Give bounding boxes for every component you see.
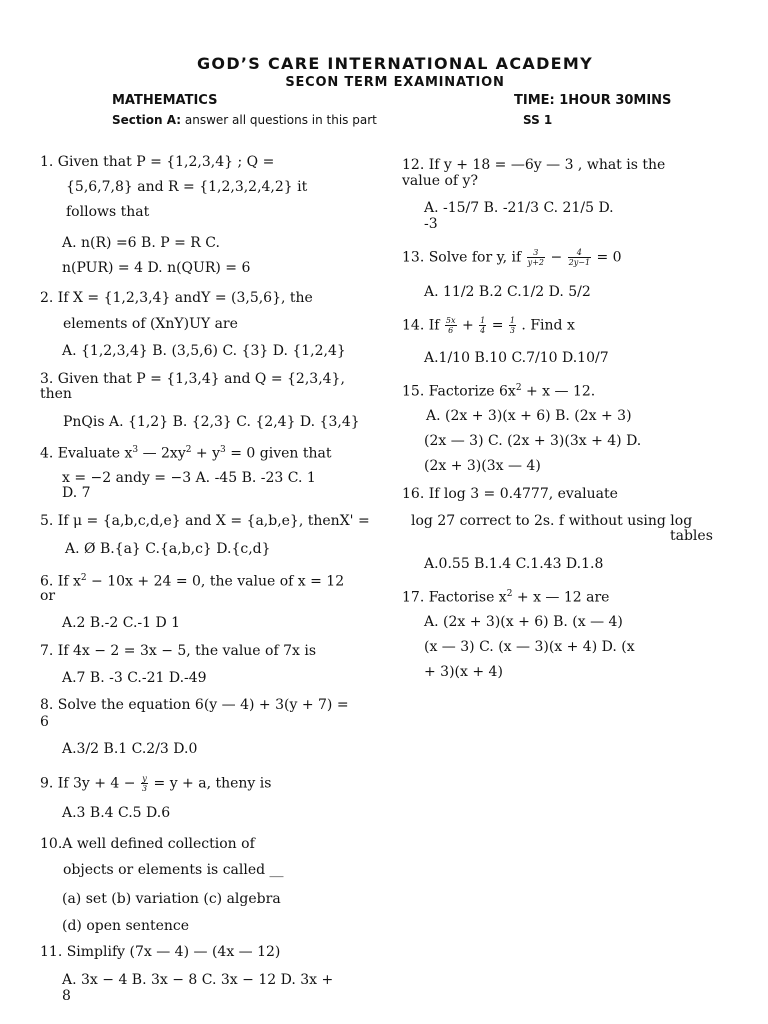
section-instruction <box>112 113 377 127</box>
q14-options: A.1/10 B.10 C.7/10 D.10/7 <box>424 350 609 366</box>
q3-options: PnQis A. {1,2} B. {2,3} C. {2,4} D. {3,4} <box>63 414 360 430</box>
q16-line2: log 27 correct to 2s. f without using log <box>411 513 693 529</box>
q8-line1: 8. Solve the equation 6(y — 4) + 3(y + 7) = <box>40 697 349 713</box>
q13-line1: 13. Solve for y, if $\frac{3}{y+2}$ − $\frac{4}{2y-1}$ = 0 <box>402 248 622 267</box>
q10-line2: objects or elements is called __ <box>63 862 284 878</box>
q5-line1: 5. If μ = {a,b,c,d,e} and X = {a,b,e}, thenX' = <box>40 513 370 529</box>
q7-options: A.7 B. -3 C.-21 D.-49 <box>62 670 207 686</box>
q1-options-2: n(PUR) = 4 D. n(QUR) = 6 <box>62 260 251 276</box>
q2-line2: elements of (XnY)UY are <box>63 316 238 332</box>
q7-line1: 7. If 4x − 2 = 3x − 5, the value of 7x is <box>40 643 317 659</box>
q3-line2: then <box>40 386 72 402</box>
q4-line2: x = −2 andy = −3 A. -45 B. -23 C. 1 <box>62 470 316 486</box>
subject-title: MATHEMATICS <box>112 93 218 108</box>
q6-line2: or <box>40 588 56 604</box>
q16-line1: 16. If log 3 = 0.4777, evaluate <box>402 486 618 502</box>
q12-line1: 12. If y + 18 = —6y — 3 , what is the <box>402 157 666 173</box>
q13-options: A. 11/2 B.2 C.1/2 D. 5/2 <box>424 284 591 300</box>
section-label: Section A: <box>112 113 182 127</box>
q11-options-2: 8 <box>62 988 71 1004</box>
exam-title: SECON TERM EXAMINATION <box>285 75 505 90</box>
q1-line2: {5,6,7,8} and R = {1,2,3,2,4,2} it <box>66 179 308 195</box>
q14-line1: 14. If $\frac{5x}{6}$ + $\frac{1}{4}$ = $\frac{1}{3}$ . Find x <box>402 316 575 335</box>
q11-line1: 11. Simplify (7x — 4) — (4x — 12) <box>40 944 281 960</box>
q8-line2: 6 <box>40 714 49 730</box>
q11-options: A. 3x − 4 B. 3x − 8 C. 3x − 12 D. 3x + <box>62 972 334 988</box>
q4-line3: D. 7 <box>62 485 91 501</box>
q15-options-1: A. (2x + 3)(x + 6) B. (2x + 3) <box>426 408 632 424</box>
q3-line1: 3. Given that P = {1,3,4} and Q = {2,3,4}, <box>40 371 345 387</box>
q6-line1: 6. If $x^2 - 10x + 24 = 0$, the value of x = 12 <box>40 573 345 590</box>
q5-options: A. Ø B.{a} C.{a,b,c} D.{c,d} <box>65 541 271 557</box>
q1-line1: 1. Given that P = {1,2,3,4} ; Q = <box>40 154 275 170</box>
q4-line1: 4. Evaluate $x^3$ — $2xy^2 + y^3 = 0$ given that <box>40 445 332 462</box>
q12-line2: value of y? <box>402 173 478 189</box>
school-name: GOD’S CARE INTERNATIONAL ACADEMY <box>196 54 593 73</box>
q12-options: A. -15/7 B. -21/3 C. 21/5 D. <box>424 200 614 216</box>
q15-options-3: (2x + 3)(3x — 4) <box>424 458 541 474</box>
exam-time: TIME: 1HOUR 30MINS <box>514 93 672 108</box>
q9-options: A.3 B.4 C.5 D.6 <box>62 805 171 821</box>
q12-options-2: -3 <box>424 216 438 232</box>
class-label: SS 1 <box>523 113 553 127</box>
q8-options: A.3/2 B.1 C.2/3 D.0 <box>62 741 198 757</box>
q2-options: A. {1,2,3,4} B. (3,5,6) C. {3} D. {1,2,4} <box>62 343 346 359</box>
q17-options-3: + 3)(x + 4) <box>424 664 503 680</box>
q17-options-1: A. (2x + 3)(x + 6) B. (x — 4) <box>424 614 623 630</box>
instruction-text: answer all questions in this part <box>184 113 377 127</box>
q17-options-2: (x — 3) C. (x — 3)(x + 4) D. (x <box>424 639 635 655</box>
q10-options-2: (d) open sentence <box>62 918 190 934</box>
q15-options-2: (2x — 3) C. (2x + 3)(3x + 4) D. <box>424 433 642 449</box>
q10-options-1: (a) set (b) variation (c) algebra <box>62 891 281 907</box>
q2-line1: 2. If X = {1,2,3,4} andY = (3,5,6}, the <box>40 290 313 306</box>
q6-options: A.2 B.-2 C.-1 D 1 <box>62 615 181 631</box>
q1-options-1: A. n(R) =6 B. P = R C. <box>62 235 220 251</box>
q1-line3: follows that <box>66 204 150 220</box>
q15-line1: 15. Factorize $6x^2 + x$ — 12. <box>402 383 596 400</box>
q17-line1: 17. Factorise $x^2 + x$ — 12 are <box>402 589 610 606</box>
q10-line1: 10.A well defined collection of <box>40 836 255 852</box>
q9-line1: 9. If 3y + 4 − $\frac{y}{3}$ = y + a, theny is <box>40 774 272 793</box>
q16-line3: tables <box>670 528 713 544</box>
q16-options: A.0.55 B.1.4 C.1.43 D.1.8 <box>424 556 604 572</box>
